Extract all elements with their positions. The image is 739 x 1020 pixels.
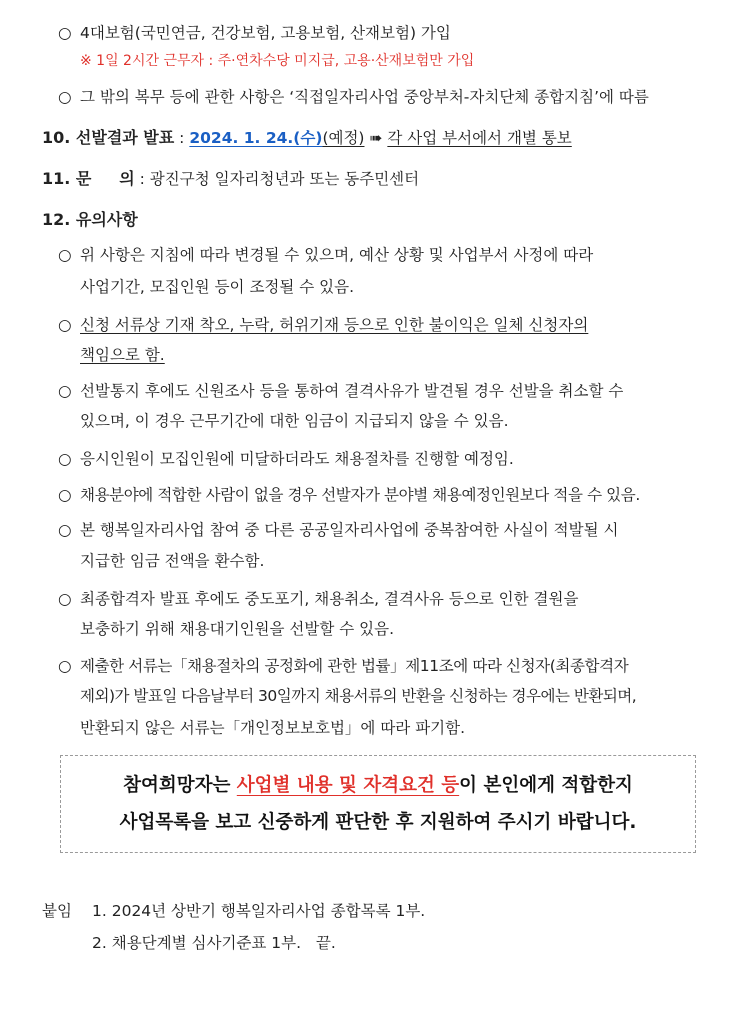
- notice-item-3: [58, 380, 623, 402]
- circle-bullet-icon: ○: [58, 88, 72, 106]
- notice-highlight: 사업별 내용 및 자격요건 등: [236, 775, 460, 796]
- announcement-method: 각 사업 부서에서 개별 통보: [387, 129, 572, 147]
- announcement-status: (예정): [322, 129, 365, 147]
- circle-bullet-icon: ○: [58, 590, 72, 608]
- notice-item-8-line2: 제외)가 발표일 다음날부터 30일까지 채용서류의 반환을 신청하는 경우에는 반환되며,: [80, 687, 637, 705]
- notice-item-1: [58, 244, 593, 266]
- insurance-item: [58, 22, 451, 44]
- notice-item-8: [58, 655, 628, 677]
- notice-item-3-line2: 있으며, 이 경우 근무기간에 대한 임금이 지급되지 않을 수 있음.: [80, 412, 509, 430]
- notice-item-4-line1: 응시인원이 모집인원에 미달하더라도 채용절차를 진행할 예정임.: [80, 450, 514, 468]
- circle-bullet-icon: ○: [58, 24, 72, 42]
- notice-item-3-line1: 선발통지 후에도 신원조사 등을 통하여 결격사유가 발견될 경우 선발을 취소할 수: [80, 382, 624, 400]
- inquiry-contact: 광진구청 일자리청년과 또는 동주민센터: [149, 170, 420, 188]
- circle-bullet-icon: ○: [58, 316, 72, 334]
- section-10: [42, 127, 572, 149]
- notice-item-6-line2: 지급한 임금 전액을 환수함.: [80, 552, 265, 570]
- notice-item-2: [58, 314, 588, 336]
- notice-item-1-line2: 사업기간, 모집인원 등이 조정될 수 있음.: [80, 278, 355, 296]
- section-11-colon: :: [139, 170, 145, 188]
- notice-item-7-line2: 보충하기 위해 채용대기인원을 선발할 수 있음.: [80, 620, 395, 638]
- announcement-date: 2024. 1. 24.(수): [189, 129, 323, 147]
- other-benefits-item: [58, 86, 649, 108]
- notice-part2: 이 본인에게 적합한지: [459, 775, 633, 796]
- notice-item-7-line1: 최종합격자 발표 후에도 중도포기, 채용취소, 결격사유 등으로 인한 결원을: [80, 590, 579, 608]
- attachment-item-1: 1. 2024년 상반기 행복일자리사업 종합목록 1부.: [92, 902, 426, 920]
- attachment-item-2: 2. 채용단계별 심사기준표 1부. 끝.: [92, 934, 336, 952]
- section-10-colon: :: [179, 129, 185, 147]
- insurance-text: 4대보험(국민연금, 건강보험, 고용보험, 산재보험) 가입: [80, 24, 451, 42]
- section-11: [42, 168, 419, 190]
- circle-bullet-icon: ○: [58, 246, 72, 264]
- attachments-label: 붙임: [42, 902, 72, 920]
- notice-item-6-line1: 본 행복일자리사업 참여 중 다른 공공일자리사업에 중복참여한 사실이 적발될 시: [80, 521, 619, 539]
- notice-box: [60, 755, 696, 853]
- notice-item-2-line1: 신청 서류상 기재 착오, 누락, 허위기재 등으로 인한 불이익은 일체 신청자의: [80, 316, 589, 334]
- attachments: [42, 900, 425, 922]
- notice-item-2-line2: 책임으로 함.: [80, 346, 165, 364]
- notice-item-1-line1: 위 사항은 지침에 따라 변경될 수 있으며, 예산 상황 및 사업부서 사정에 따라: [80, 246, 594, 264]
- notice-item-8-line3: 반환되지 않은 서류는「개인정보보호법」에 따라 파기함.: [80, 719, 466, 737]
- notice-part1: 참여희망자는: [123, 775, 237, 796]
- other-benefits-text: 그 밖의 복무 등에 관한 사항은 ‘직접일자리사업 중앙부처-자치단체 종합지침’에 따름: [80, 88, 649, 106]
- circle-bullet-icon: ○: [58, 382, 72, 400]
- notice-item-6: [58, 519, 618, 541]
- notice-item-5-line1: 채용분야에 적합한 사람이 없을 경우 선발자가 분야별 채용예정인원보다 적을 수 있음.: [80, 486, 640, 504]
- section-10-label: 10. 선발결과 발표: [42, 128, 175, 147]
- circle-bullet-icon: ○: [58, 657, 72, 675]
- notice-item-4: [58, 448, 514, 470]
- circle-bullet-icon: ○: [58, 486, 72, 504]
- section-12-label: 12. 유의사항: [42, 210, 138, 229]
- section-11-label: 11. 문 의: [42, 169, 135, 188]
- notice-line-2: 사업목록을 보고 신중하게 판단한 후 지원하여 주시기 바랍니다.: [119, 812, 637, 833]
- notice-item-5: [58, 484, 640, 506]
- insurance-note: ※ 1일 2시간 근무자 : 주·연차수당 미지급, 고용·산재보험만 가입: [80, 53, 475, 69]
- circle-bullet-icon: ○: [58, 450, 72, 468]
- notice-item-8-line1: 제출한 서류는「채용절차의 공정화에 관한 법률」제11조에 따라 신청자(최종합격자: [80, 657, 629, 675]
- notice-line-1: [61, 773, 695, 799]
- notice-item-7: [58, 588, 578, 610]
- right-arrow-icon: ➠: [369, 129, 383, 147]
- circle-bullet-icon: ○: [58, 521, 72, 539]
